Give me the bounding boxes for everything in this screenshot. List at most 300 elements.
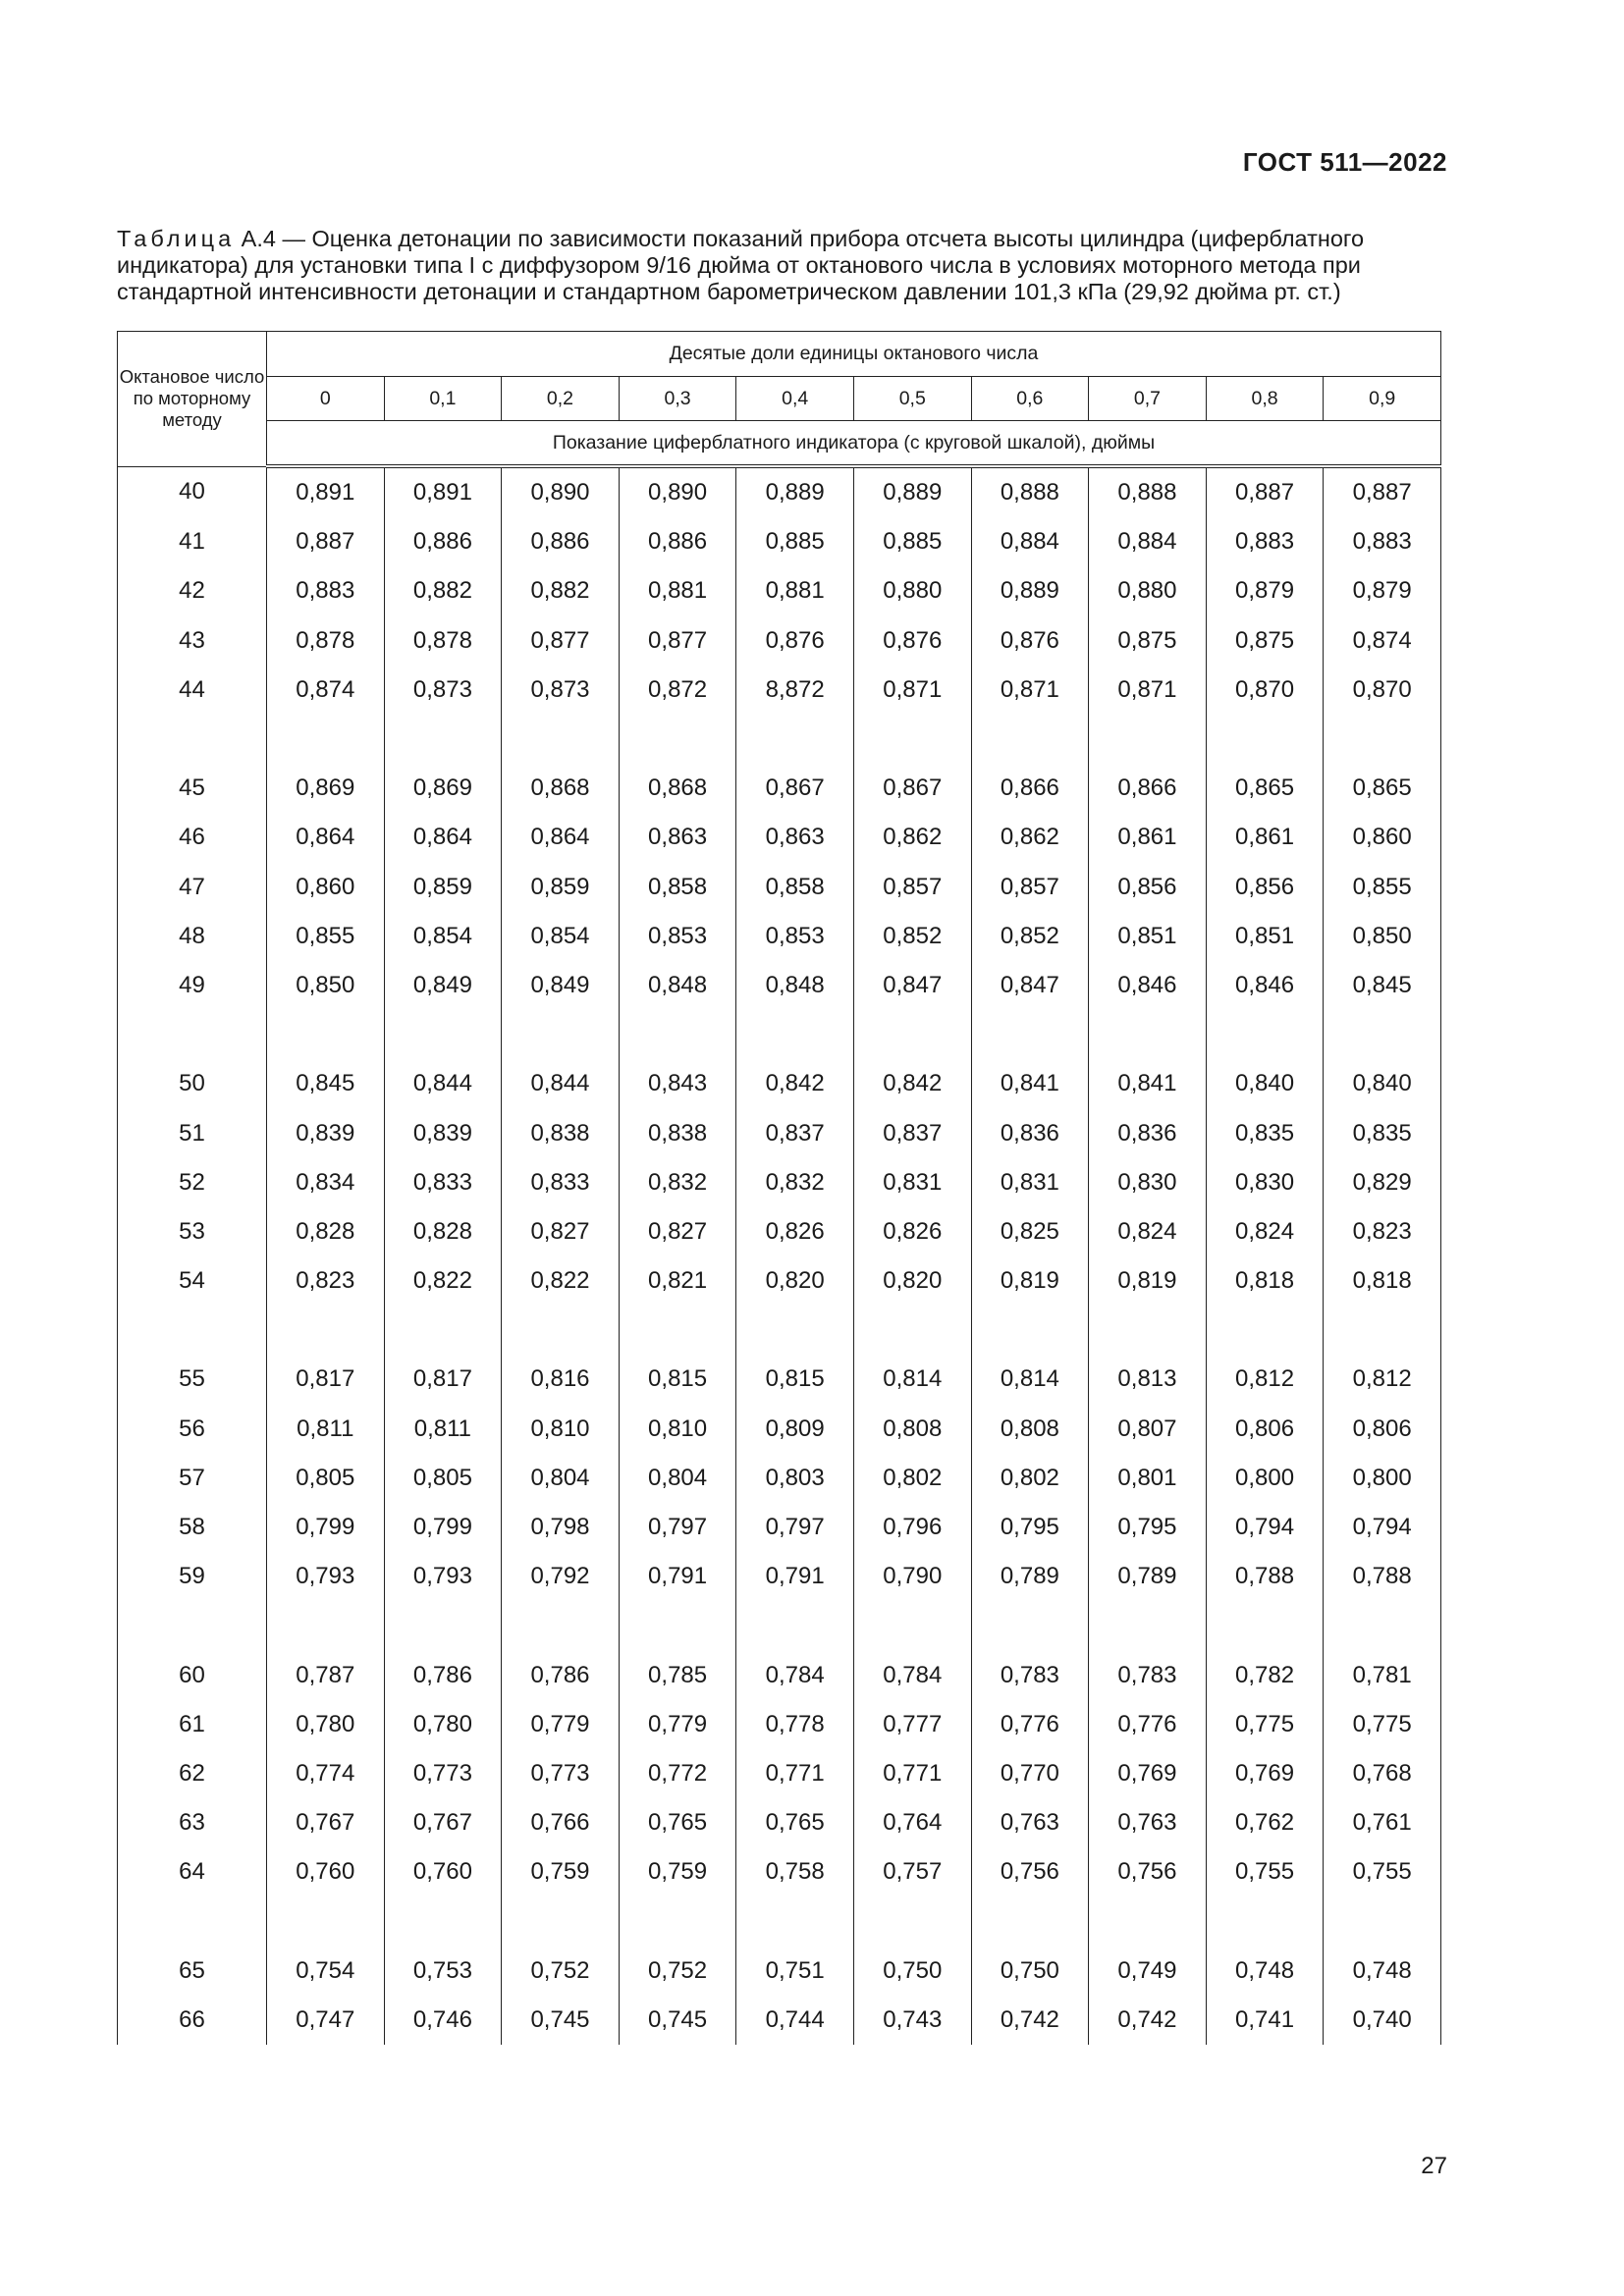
caption-lead: Таблица: [117, 226, 236, 251]
reading-cell: 0,891: [384, 466, 502, 517]
reading-cell: 0,866: [1089, 764, 1207, 813]
reading-cell: 0,864: [384, 813, 502, 862]
reading-cell: 0,879: [1324, 566, 1441, 615]
reading-cell: 0,860: [267, 863, 385, 912]
table-row: [118, 466, 1441, 517]
reading-cell: 0,823: [267, 1256, 385, 1306]
reading-cell: 0,857: [971, 863, 1089, 912]
reading-cell: 0,824: [1206, 1207, 1324, 1256]
reading-cell: 0,777: [853, 1700, 971, 1749]
tenths-header-cell: 0,9: [1324, 377, 1441, 421]
spacer-cell: [1206, 1601, 1324, 1650]
group-spacer-row: [118, 1306, 1441, 1355]
reading-cell: 0,883: [1324, 517, 1441, 566]
reading-cell: 0,865: [1324, 764, 1441, 813]
octane-cell: 65: [118, 1947, 267, 1996]
octane-cell: 49: [118, 961, 267, 1010]
reading-cell: 0,797: [619, 1503, 736, 1552]
reading-cell: 0,779: [502, 1700, 620, 1749]
reading-cell: 0,751: [736, 1947, 854, 1996]
table-body: [118, 466, 1441, 2045]
spacer-cell: [736, 1896, 854, 1946]
reading-cell: 0,842: [853, 1059, 971, 1108]
reading-cell: 0,831: [853, 1158, 971, 1207]
reading-cell: 0,836: [971, 1108, 1089, 1157]
table-row: [118, 566, 1441, 615]
spacer-cell: [1206, 1306, 1324, 1355]
reading-cell: 0,744: [736, 1996, 854, 2045]
table-row: [118, 1454, 1441, 1503]
octane-cell: 57: [118, 1454, 267, 1503]
reading-cell: 0,854: [384, 912, 502, 961]
reading-cell: 0,857: [853, 863, 971, 912]
reading-cell: 0,817: [267, 1355, 385, 1404]
octane-cell: 40: [118, 466, 267, 517]
reading-cell: 0,883: [1206, 517, 1324, 566]
reading-cell: 0,793: [384, 1552, 502, 1601]
octane-cell: 43: [118, 616, 267, 666]
reading-cell: 0,867: [853, 764, 971, 813]
reading-cell: 0,747: [267, 1996, 385, 2045]
reading-cell: 0,874: [267, 666, 385, 715]
reading-cell: 0,870: [1206, 666, 1324, 715]
spacer-cell: [1089, 1010, 1207, 1059]
spacer-cell: [619, 715, 736, 764]
reading-cell: 0,819: [1089, 1256, 1207, 1306]
reading-cell: 0,803: [736, 1454, 854, 1503]
spacer-cell: [118, 1306, 267, 1355]
spacer-cell: [1324, 715, 1441, 764]
reading-cell: 0,784: [736, 1651, 854, 1700]
reading-cell: 0,841: [1089, 1059, 1207, 1108]
reading-cell: 0,837: [853, 1108, 971, 1157]
reading-cell: 0,765: [619, 1798, 736, 1847]
octane-cell: 41: [118, 517, 267, 566]
spacer-cell: [736, 1601, 854, 1650]
reading-cell: 0,839: [384, 1108, 502, 1157]
reading-cell: 0,821: [619, 1256, 736, 1306]
table-row: [118, 813, 1441, 862]
reading-cell: 0,875: [1206, 616, 1324, 666]
spacer-cell: [118, 1010, 267, 1059]
reading-cell: 0,808: [853, 1405, 971, 1454]
reading-cell: 0,742: [971, 1996, 1089, 2045]
reading-cell: 0,871: [1089, 666, 1207, 715]
spacer-cell: [736, 715, 854, 764]
table-row: [118, 1207, 1441, 1256]
reading-cell: 0,843: [619, 1059, 736, 1108]
reading-cell: 0,825: [971, 1207, 1089, 1256]
reading-cell: 0,764: [853, 1798, 971, 1847]
reading-cell: 0,773: [502, 1749, 620, 1798]
table-row: [118, 1847, 1441, 1896]
reading-cell: 0,741: [1206, 1996, 1324, 2045]
reading-cell: 0,817: [384, 1355, 502, 1404]
reading-cell: 0,791: [619, 1552, 736, 1601]
table-row: [118, 666, 1441, 715]
reading-cell: 0,796: [853, 1503, 971, 1552]
reading-cell: 0,875: [1089, 616, 1207, 666]
reading-cell: 0,830: [1206, 1158, 1324, 1207]
reading-cell: 0,788: [1324, 1552, 1441, 1601]
reading-cell: 0,794: [1324, 1503, 1441, 1552]
spacer-cell: [971, 1010, 1089, 1059]
tenths-row: [118, 377, 1441, 421]
reading-cell: 0,873: [384, 666, 502, 715]
page-number: 27: [1421, 2153, 1447, 2179]
reading-cell: 0,842: [736, 1059, 854, 1108]
octane-cell: 44: [118, 666, 267, 715]
reading-cell: 0,833: [384, 1158, 502, 1207]
reading-cell: 0,812: [1324, 1355, 1441, 1404]
spacer-cell: [1206, 1896, 1324, 1946]
octane-cell: 56: [118, 1405, 267, 1454]
reading-cell: 0,749: [1089, 1947, 1207, 1996]
reading-cell: 0,791: [736, 1552, 854, 1601]
spacer-cell: [853, 1896, 971, 1946]
reading-cell: 0,871: [971, 666, 1089, 715]
octane-cell: 50: [118, 1059, 267, 1108]
reading-cell: 0,815: [619, 1355, 736, 1404]
octane-cell: 62: [118, 1749, 267, 1798]
reading-cell: 0,805: [267, 1454, 385, 1503]
reading-cell: 0,838: [619, 1108, 736, 1157]
reading-cell: 0,814: [971, 1355, 1089, 1404]
reading-cell: 0,755: [1324, 1847, 1441, 1896]
spacer-cell: [267, 1896, 385, 1946]
table-row: [118, 863, 1441, 912]
table-row: [118, 616, 1441, 666]
table-row: [118, 1700, 1441, 1749]
reading-cell: 0,795: [971, 1503, 1089, 1552]
reading-cell: 0,891: [267, 466, 385, 517]
detonation-table: [117, 331, 1441, 2045]
reading-cell: 0,794: [1206, 1503, 1324, 1552]
tenths-header: Десятые доли единицы октанового числа: [267, 332, 1441, 377]
table-row: [118, 961, 1441, 1010]
tenths-header-cell: 0,2: [502, 377, 620, 421]
reading-cell: 0,869: [384, 764, 502, 813]
reading-cell: 0,752: [502, 1947, 620, 1996]
reading-cell: 0,781: [1324, 1651, 1441, 1700]
caption-text: А.4 — Оценка детонации по зависимости показаний прибора отсчета высоты цилиндра (циферблатного индикатора) для установки типа I с диффузором 9/16 дюйма от октанового числа в условиях моторного метода при стандартной интенсивности детонации и стандартном барометрическом давлении 101,3 кПа (29,92 дюйма рт. ст.): [117, 226, 1365, 304]
reading-cell: 0,855: [1324, 863, 1441, 912]
reading-cell: 0,849: [384, 961, 502, 1010]
reading-cell: 0,889: [853, 466, 971, 517]
spacer-cell: [1324, 1306, 1441, 1355]
reading-cell: 0,783: [971, 1651, 1089, 1700]
reading-cell: 0,882: [384, 566, 502, 615]
reading-cell: 0,863: [736, 813, 854, 862]
reading-cell: 0,864: [267, 813, 385, 862]
reading-cell: 0,823: [1324, 1207, 1441, 1256]
reading-cell: 0,870: [1324, 666, 1441, 715]
table-row: [118, 1749, 1441, 1798]
spacer-cell: [1089, 1601, 1207, 1650]
spacer-cell: [853, 1601, 971, 1650]
reading-cell: 0,884: [971, 517, 1089, 566]
reading-cell: 0,852: [853, 912, 971, 961]
reading-cell: 0,776: [1089, 1700, 1207, 1749]
reading-cell: 0,780: [267, 1700, 385, 1749]
reading-cell: 0,760: [384, 1847, 502, 1896]
reading-cell: 0,874: [1324, 616, 1441, 666]
reading-cell: 0,790: [853, 1552, 971, 1601]
reading-cell: 0,786: [502, 1651, 620, 1700]
reading-cell: 0,759: [502, 1847, 620, 1896]
reading-cell: 0,766: [502, 1798, 620, 1847]
reading-cell: 0,887: [1324, 466, 1441, 517]
table-row: [118, 1108, 1441, 1157]
reading-cell: 0,854: [502, 912, 620, 961]
reading-cell: 0,873: [502, 666, 620, 715]
reading-cell: 0,850: [267, 961, 385, 1010]
reading-cell: 0,866: [971, 764, 1089, 813]
reading-cell: 0,886: [502, 517, 620, 566]
table-row: [118, 1158, 1441, 1207]
table-row: [118, 1256, 1441, 1306]
spacer-cell: [853, 715, 971, 764]
reading-cell: 0,786: [384, 1651, 502, 1700]
reading-cell: 0,799: [384, 1503, 502, 1552]
octane-cell: 42: [118, 566, 267, 615]
reading-cell: 0,807: [1089, 1405, 1207, 1454]
spacer-cell: [384, 1601, 502, 1650]
reading-cell: 0,763: [971, 1798, 1089, 1847]
table-caption: [117, 226, 1452, 305]
spacer-cell: [118, 1601, 267, 1650]
reading-cell: 0,856: [1206, 863, 1324, 912]
spacer-cell: [502, 1896, 620, 1946]
tenths-header-cell: 0,4: [736, 377, 854, 421]
table-row: [118, 1947, 1441, 1996]
reading-cell: 0,881: [736, 566, 854, 615]
reading-cell: 0,877: [502, 616, 620, 666]
table-row: [118, 912, 1441, 961]
group-spacer-row: [118, 715, 1441, 764]
reading-cell: 0,769: [1206, 1749, 1324, 1798]
reading-cell: 0,748: [1324, 1947, 1441, 1996]
reading-cell: 0,847: [971, 961, 1089, 1010]
reading-cell: 0,848: [736, 961, 854, 1010]
reading-cell: 0,885: [736, 517, 854, 566]
reading-cell: 0,846: [1206, 961, 1324, 1010]
spacer-cell: [384, 1896, 502, 1946]
reading-cell: 0,844: [384, 1059, 502, 1108]
reading-cell: 0,887: [1206, 466, 1324, 517]
reading-cell: 0,889: [736, 466, 854, 517]
octane-cell: 52: [118, 1158, 267, 1207]
reading-cell: 0,845: [267, 1059, 385, 1108]
reading-cell: 0,806: [1324, 1405, 1441, 1454]
reading-cell: 0,740: [1324, 1996, 1441, 2045]
reading-cell: 0,774: [267, 1749, 385, 1798]
table-row: [118, 1059, 1441, 1108]
octane-cell: 63: [118, 1798, 267, 1847]
reading-cell: 0,770: [971, 1749, 1089, 1798]
spacer-cell: [736, 1010, 854, 1059]
spacer-cell: [267, 1010, 385, 1059]
reading-cell: 0,832: [736, 1158, 854, 1207]
reading-cell: 0,750: [853, 1947, 971, 1996]
reading-cell: 0,887: [267, 517, 385, 566]
reading-cell: 0,742: [1089, 1996, 1207, 2045]
reading-cell: 0,835: [1206, 1108, 1324, 1157]
reading-cell: 0,856: [1089, 863, 1207, 912]
spacer-cell: [502, 1306, 620, 1355]
spacer-cell: [971, 715, 1089, 764]
reading-cell: 0,759: [619, 1847, 736, 1896]
reading-cell: 0,847: [853, 961, 971, 1010]
reading-cell: 0,863: [619, 813, 736, 862]
tenths-header-cell: 0,8: [1206, 377, 1324, 421]
table-row: [118, 1996, 1441, 2045]
reading-cell: 0,767: [384, 1798, 502, 1847]
reading-cell: 0,824: [1089, 1207, 1207, 1256]
reading-cell: 0,829: [1324, 1158, 1441, 1207]
reading-cell: 0,876: [853, 616, 971, 666]
table-row: [118, 1798, 1441, 1847]
reading-cell: 0,762: [1206, 1798, 1324, 1847]
spacer-cell: [502, 715, 620, 764]
tenths-header-cell: 0,1: [384, 377, 502, 421]
reading-cell: 0,878: [267, 616, 385, 666]
spacer-cell: [853, 1306, 971, 1355]
reading-cell: 0,890: [502, 466, 620, 517]
reading-cell: 0,888: [1089, 466, 1207, 517]
table-row: [118, 517, 1441, 566]
reading-cell: 0,782: [1206, 1651, 1324, 1700]
spacer-cell: [384, 1010, 502, 1059]
reading-cell: 0,886: [384, 517, 502, 566]
reading-cell: 0,752: [619, 1947, 736, 1996]
reading-cell: 0,822: [384, 1256, 502, 1306]
reading-cell: 0,775: [1324, 1700, 1441, 1749]
reading-cell: 0,804: [502, 1454, 620, 1503]
reading-cell: 0,771: [853, 1749, 971, 1798]
reading-cell: 0,798: [502, 1503, 620, 1552]
reading-cell: 0,859: [502, 863, 620, 912]
octane-cell: 64: [118, 1847, 267, 1896]
reading-cell: 0,811: [384, 1405, 502, 1454]
spacer-cell: [971, 1896, 1089, 1946]
spacer-cell: [971, 1601, 1089, 1650]
reading-cell: 0,745: [619, 1996, 736, 2045]
reading-header: Показание циферблатного индикатора (с круговой шкалой), дюймы: [267, 421, 1441, 467]
reading-cell: 0,871: [853, 666, 971, 715]
reading-cell: 0,779: [619, 1700, 736, 1749]
reading-cell: 0,768: [1324, 1749, 1441, 1798]
reading-cell: 0,864: [502, 813, 620, 862]
reading-cell: 0,745: [502, 1996, 620, 2045]
octane-cell: 46: [118, 813, 267, 862]
reading-cell: 0,813: [1089, 1355, 1207, 1404]
table-row: [118, 1651, 1441, 1700]
reading-cell: 0,878: [384, 616, 502, 666]
octane-cell: 48: [118, 912, 267, 961]
reading-cell: 0,746: [384, 1996, 502, 2045]
octane-cell: 60: [118, 1651, 267, 1700]
reading-cell: 0,862: [853, 813, 971, 862]
spacer-cell: [853, 1010, 971, 1059]
spacer-cell: [502, 1010, 620, 1059]
reading-cell: 0,846: [1089, 961, 1207, 1010]
reading-cell: 0,809: [736, 1405, 854, 1454]
reading-cell: 0,795: [1089, 1503, 1207, 1552]
reading-cell: 0,756: [1089, 1847, 1207, 1896]
octane-cell: 59: [118, 1552, 267, 1601]
reading-cell: 0,793: [267, 1552, 385, 1601]
reading-cell: 0,802: [853, 1454, 971, 1503]
reading-cell: 0,841: [971, 1059, 1089, 1108]
reading-cell: 0,848: [619, 961, 736, 1010]
tenths-header-cell: 0: [267, 377, 385, 421]
reading-cell: 0,763: [1089, 1798, 1207, 1847]
reading-cell: 0,881: [619, 566, 736, 615]
reading-cell: 0,802: [971, 1454, 1089, 1503]
spacer-cell: [267, 715, 385, 764]
reading-cell: 0,884: [1089, 517, 1207, 566]
reading-cell: 0,772: [619, 1749, 736, 1798]
reading-cell: 0,831: [971, 1158, 1089, 1207]
spacer-cell: [118, 715, 267, 764]
reading-cell: 0,853: [619, 912, 736, 961]
reading-cell: 0,838: [502, 1108, 620, 1157]
table-row: [118, 764, 1441, 813]
reading-cell: 0,876: [971, 616, 1089, 666]
reading-cell: 0,810: [502, 1405, 620, 1454]
spacer-cell: [1206, 1010, 1324, 1059]
reading-cell: 0,837: [736, 1108, 854, 1157]
spacer-cell: [1206, 715, 1324, 764]
octane-column-header: Октановое число по моторному методу: [118, 332, 267, 467]
spacer-cell: [736, 1306, 854, 1355]
tenths-header-cell: 0,5: [853, 377, 971, 421]
reading-cell: 0,836: [1089, 1108, 1207, 1157]
group-spacer-row: [118, 1896, 1441, 1946]
table-row: [118, 1355, 1441, 1404]
reading-cell: 0,827: [619, 1207, 736, 1256]
octane-cell: 47: [118, 863, 267, 912]
reading-cell: 0,760: [267, 1847, 385, 1896]
reading-cell: 0,865: [1206, 764, 1324, 813]
reading-cell: 0,882: [502, 566, 620, 615]
reading-cell: 0,855: [267, 912, 385, 961]
reading-cell: 0,787: [267, 1651, 385, 1700]
reading-cell: 0,839: [267, 1108, 385, 1157]
spacer-cell: [267, 1601, 385, 1650]
reading-cell: 0,868: [619, 764, 736, 813]
reading-cell: 0,877: [619, 616, 736, 666]
reading-cell: 0,783: [1089, 1651, 1207, 1700]
reading-cell: 0,889: [971, 566, 1089, 615]
spacer-cell: [384, 715, 502, 764]
reading-cell: 0,850: [1324, 912, 1441, 961]
reading-cell: 0,818: [1206, 1256, 1324, 1306]
reading-cell: 0,748: [1206, 1947, 1324, 1996]
reading-cell: 0,885: [853, 517, 971, 566]
reading-cell: 0,806: [1206, 1405, 1324, 1454]
octane-cell: 54: [118, 1256, 267, 1306]
spacer-cell: [384, 1306, 502, 1355]
reading-cell: 0,840: [1206, 1059, 1324, 1108]
reading-cell: 0,840: [1324, 1059, 1441, 1108]
reading-cell: 0,810: [619, 1405, 736, 1454]
spacer-cell: [1324, 1010, 1441, 1059]
reading-cell: 0,801: [1089, 1454, 1207, 1503]
reading-cell: 0,876: [736, 616, 854, 666]
reading-cell: 0,835: [1324, 1108, 1441, 1157]
